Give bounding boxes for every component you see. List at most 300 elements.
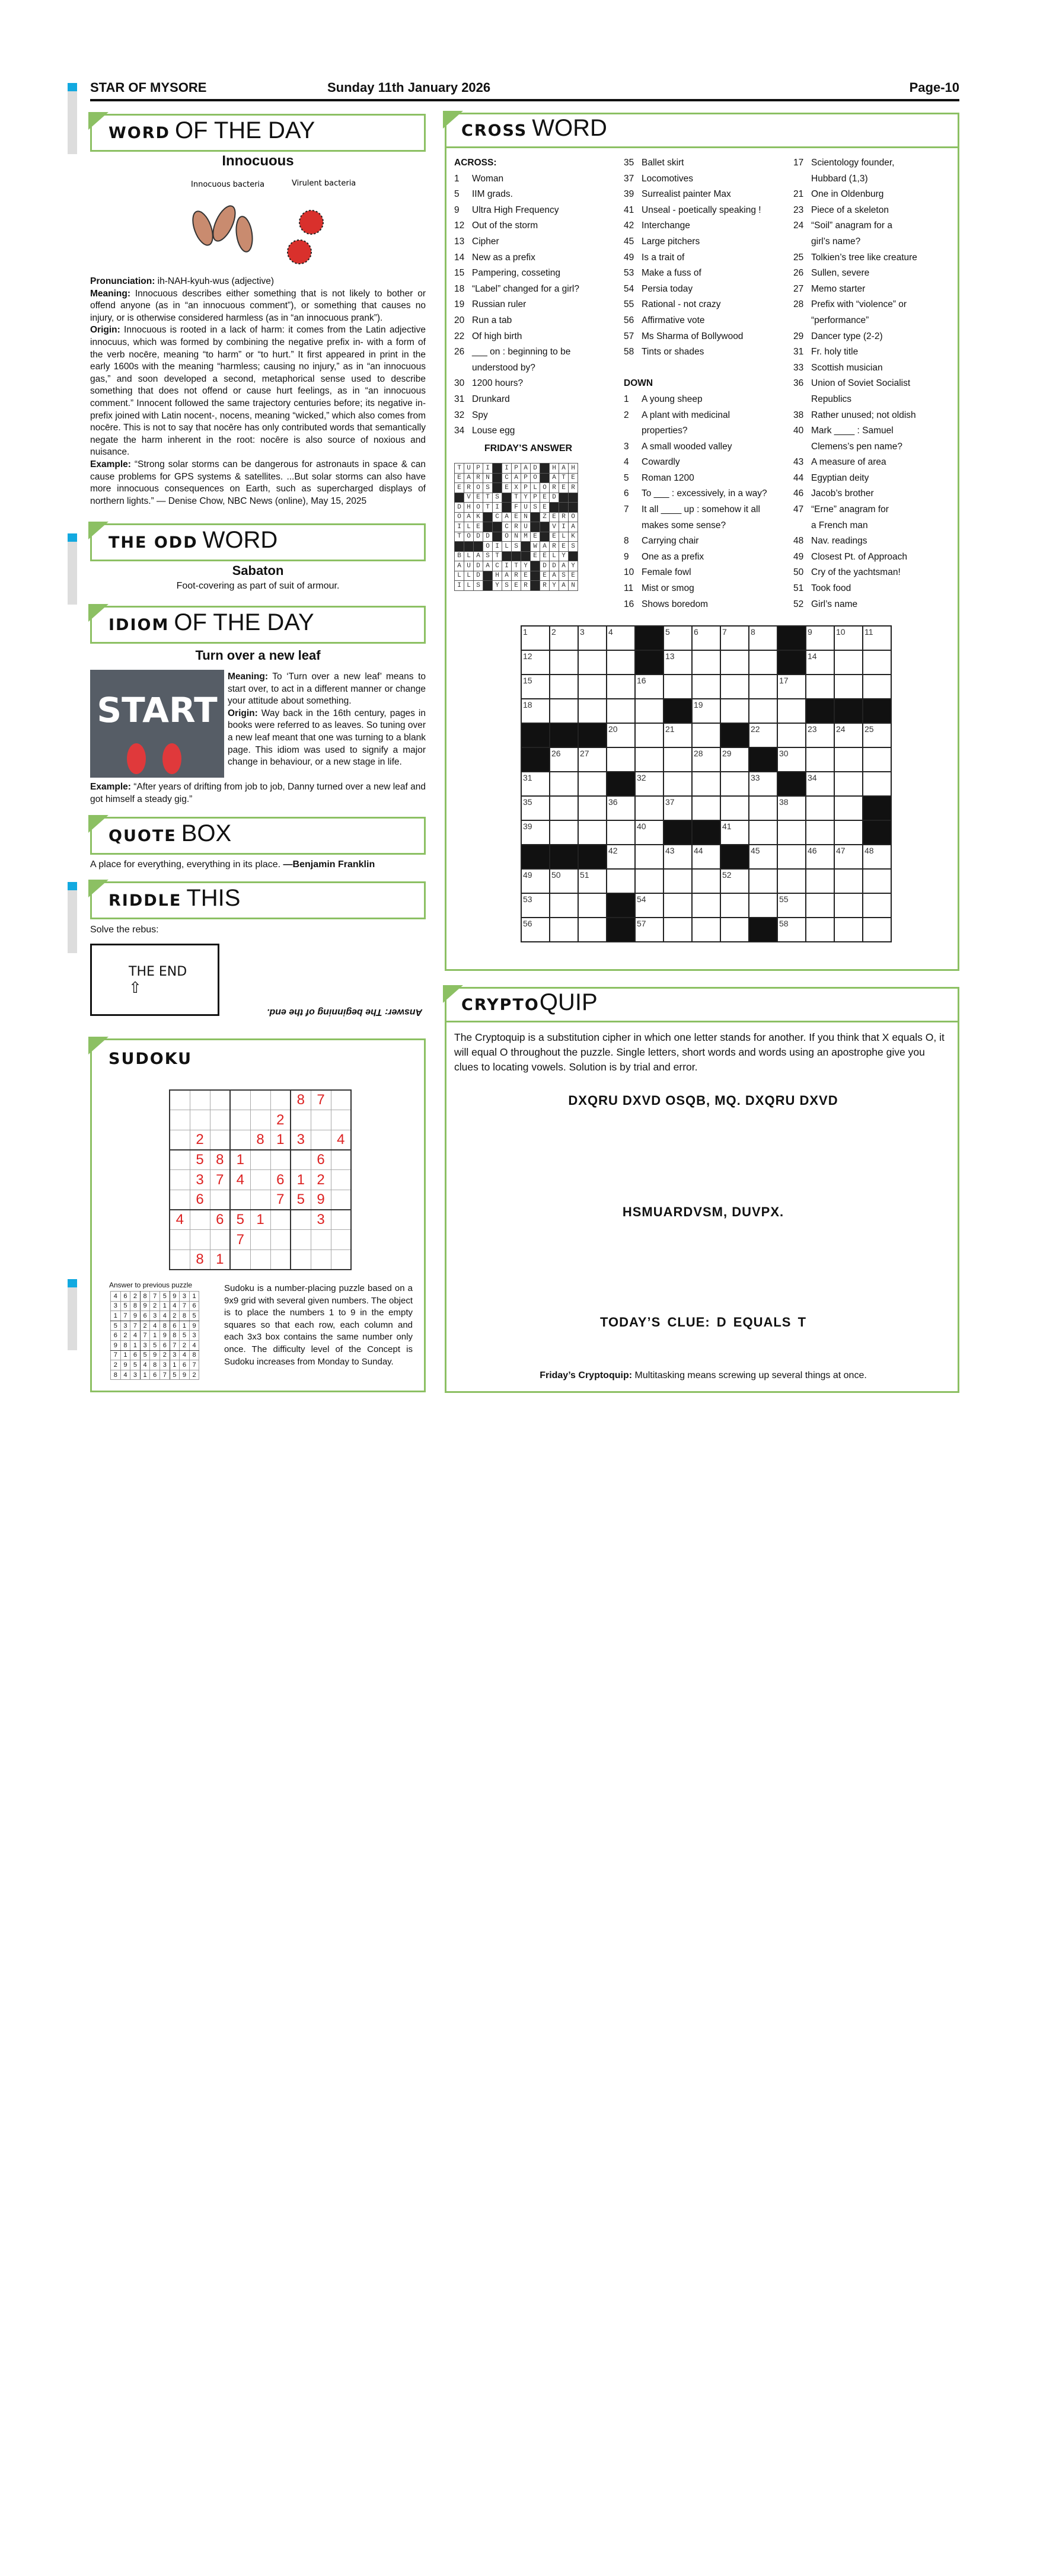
crossword-cell[interactable] <box>578 796 607 820</box>
crossword-cell[interactable] <box>834 650 863 675</box>
answer-cell: D <box>540 561 550 571</box>
crossword-cell[interactable]: 22 <box>749 723 777 747</box>
crossword-cell[interactable]: 15 <box>521 675 550 699</box>
sudoku-cell[interactable]: 6 <box>270 1170 291 1190</box>
crossword-cell[interactable] <box>777 845 806 869</box>
crossword-cell[interactable]: 10 <box>834 626 863 650</box>
crossword-cell[interactable] <box>806 918 834 942</box>
answer-cell: A <box>550 473 559 483</box>
crossword-cell[interactable] <box>863 772 891 796</box>
crossword-cell[interactable]: 9 <box>806 626 834 650</box>
crossword-cell[interactable]: 5 <box>663 626 692 650</box>
crossword-cell[interactable] <box>806 675 834 699</box>
crossword-cell[interactable] <box>777 820 806 845</box>
crossword-cell[interactable]: 43 <box>663 845 692 869</box>
sudoku-cell[interactable] <box>190 1090 210 1110</box>
answer-cell <box>483 581 493 591</box>
sudoku-cell[interactable]: 3 <box>190 1170 210 1190</box>
crossword-cell[interactable]: 39 <box>521 820 550 845</box>
crossword-cell[interactable]: 40 <box>635 820 663 845</box>
sudoku-cell[interactable]: 6 <box>190 1190 210 1210</box>
clue-item: Republics <box>811 394 852 404</box>
crossword-cell[interactable] <box>692 772 720 796</box>
answer-cell <box>540 473 550 483</box>
sudoku-cell[interactable] <box>230 1110 250 1130</box>
sudoku-cell[interactable] <box>170 1090 190 1110</box>
crossword-cell[interactable]: 35 <box>521 796 550 820</box>
crossword-cell[interactable]: 56 <box>521 918 550 942</box>
sudoku-cell[interactable]: 1 <box>270 1130 291 1150</box>
clue-item: 37 Locomotives <box>624 173 694 184</box>
crossword-cell[interactable]: 3 <box>578 626 607 650</box>
sudoku-cell[interactable] <box>311 1230 331 1250</box>
sudoku-cell[interactable]: 9 <box>311 1190 331 1210</box>
crossword-cell[interactable]: 7 <box>720 626 749 650</box>
crossword-cell[interactable]: 2 <box>550 626 578 650</box>
sudoku-cell[interactable]: 4 <box>170 1210 190 1230</box>
crossword-cell[interactable]: 6 <box>692 626 720 650</box>
sudoku-cell[interactable]: 4 <box>331 1130 351 1150</box>
crossword-cell[interactable]: 14 <box>806 650 834 675</box>
clue-item: 18 “Label” changed for a girl? <box>454 283 579 294</box>
sudoku-cell: 8 <box>159 1321 170 1331</box>
sudoku-cell[interactable]: 5 <box>230 1210 250 1230</box>
clue-item: 32 Spy <box>454 410 488 420</box>
crossword-cell[interactable]: 20 <box>607 723 635 747</box>
answer-cell <box>559 493 569 503</box>
crossword-cell[interactable] <box>663 747 692 772</box>
crossword-cell[interactable] <box>834 772 863 796</box>
crossword-cell[interactable] <box>692 869 720 893</box>
sudoku-cell[interactable] <box>270 1250 291 1270</box>
answer-cell: I <box>559 522 569 532</box>
crossword-cell[interactable] <box>550 675 578 699</box>
crossword-cell[interactable]: 31 <box>521 772 550 796</box>
clue-item: 14 New as a prefix <box>454 252 535 263</box>
crossword-cell[interactable] <box>635 723 663 747</box>
sudoku-cell[interactable]: 6 <box>311 1150 331 1170</box>
sudoku-cell[interactable] <box>190 1230 210 1250</box>
crossword-cell[interactable]: 34 <box>806 772 834 796</box>
crossword-cell[interactable] <box>550 796 578 820</box>
crossword-cell[interactable] <box>578 893 607 918</box>
crossword-cell[interactable]: 53 <box>521 893 550 918</box>
crossword-cell[interactable]: 48 <box>863 845 891 869</box>
crossword-cell[interactable] <box>635 699 663 723</box>
sudoku-cell[interactable]: 6 <box>210 1210 230 1230</box>
clue-item: 11 Mist or smog <box>624 583 694 594</box>
crossword-cell[interactable]: 8 <box>749 626 777 650</box>
sudoku-cell[interactable] <box>331 1150 351 1170</box>
crossword-cell[interactable] <box>635 845 663 869</box>
sudoku-cell[interactable] <box>291 1110 311 1130</box>
sudoku-cell[interactable] <box>270 1150 291 1170</box>
crossword-cell[interactable] <box>692 675 720 699</box>
answer-cell: D <box>474 532 483 542</box>
crossword-cell[interactable] <box>777 699 806 723</box>
sudoku-cell[interactable] <box>230 1250 250 1270</box>
sudoku-cell: 4 <box>159 1311 170 1321</box>
crossword-cell[interactable]: 24 <box>834 723 863 747</box>
crossword-cell[interactable] <box>834 796 863 820</box>
black-square <box>777 772 806 796</box>
sudoku-cell[interactable] <box>331 1210 351 1230</box>
crossword-cell[interactable] <box>635 796 663 820</box>
crossword-cell[interactable] <box>720 675 749 699</box>
crossword-cell[interactable] <box>863 650 891 675</box>
crossword-cell[interactable] <box>692 650 720 675</box>
crossword-cell[interactable] <box>834 820 863 845</box>
crossword-cell[interactable] <box>607 650 635 675</box>
cryptoquip-header: CRYPTOQUIP <box>445 987 959 1022</box>
answer-cell: U <box>464 561 474 571</box>
crossword-cell[interactable] <box>550 918 578 942</box>
crossword-cell[interactable]: 17 <box>777 675 806 699</box>
sudoku-cell[interactable]: 7 <box>270 1190 291 1210</box>
sudoku-cell[interactable] <box>250 1110 270 1130</box>
crossword-cell[interactable] <box>578 918 607 942</box>
sudoku-cell[interactable] <box>250 1230 270 1250</box>
crossword-cell[interactable] <box>692 918 720 942</box>
crossword-cell[interactable]: 46 <box>806 845 834 869</box>
answer-cell: I <box>455 581 464 591</box>
sudoku-cell[interactable]: 1 <box>250 1210 270 1230</box>
crossword-cell[interactable] <box>550 699 578 723</box>
sudoku-grid[interactable] <box>169 1089 352 1270</box>
sudoku-cell: 7 <box>120 1311 130 1321</box>
previous-sudoku-answer <box>110 1291 199 1380</box>
crossword-cell[interactable]: 33 <box>749 772 777 796</box>
crossword-cell[interactable] <box>834 893 863 918</box>
crossword-cell[interactable] <box>550 650 578 675</box>
crossword-cell[interactable]: 26 <box>550 747 578 772</box>
crossword-cell[interactable]: 27 <box>578 747 607 772</box>
crossword-cell[interactable] <box>749 699 777 723</box>
sudoku-cell[interactable] <box>270 1090 291 1110</box>
clue-item: 8 Carrying chair <box>624 536 699 546</box>
crossword-cell[interactable] <box>578 820 607 845</box>
crossword-cell[interactable] <box>834 747 863 772</box>
answer-cell <box>531 571 540 581</box>
sudoku-cell[interactable]: 2 <box>190 1130 210 1150</box>
crossword-cell[interactable] <box>863 869 891 893</box>
page-header <box>90 79 959 101</box>
sudoku-cell[interactable]: 1 <box>230 1150 250 1170</box>
sudoku-cell[interactable] <box>170 1170 190 1190</box>
sudoku-cell[interactable] <box>311 1130 331 1150</box>
sudoku-cell[interactable] <box>311 1110 331 1130</box>
answer-cell: D <box>483 532 493 542</box>
crossword-cell[interactable]: 57 <box>635 918 663 942</box>
crossword-cell[interactable]: 29 <box>720 747 749 772</box>
crossword-cell[interactable] <box>863 747 891 772</box>
clue-item: 42 Interchange <box>624 220 690 231</box>
crossword-cell[interactable]: 44 <box>692 845 720 869</box>
crossword-cell[interactable]: 37 <box>663 796 692 820</box>
sudoku-cell[interactable]: 7 <box>230 1230 250 1250</box>
sudoku-cell[interactable]: 8 <box>210 1150 230 1170</box>
crossword-cell[interactable]: 58 <box>777 918 806 942</box>
clue-item: 29 Dancer type (2-2) <box>793 331 883 341</box>
black-square <box>692 820 720 845</box>
crossword-cell[interactable] <box>607 820 635 845</box>
crossword-cell[interactable] <box>550 772 578 796</box>
sudoku-cell[interactable] <box>331 1170 351 1190</box>
answer-cell: F <box>512 503 521 513</box>
crossword-cell[interactable] <box>749 675 777 699</box>
sudoku-cell[interactable]: 7 <box>311 1090 331 1110</box>
sudoku-cell[interactable]: 2 <box>311 1170 331 1190</box>
sudoku-cell[interactable]: 7 <box>210 1170 230 1190</box>
sudoku-cell[interactable] <box>291 1250 311 1270</box>
sudoku-cell[interactable]: 8 <box>291 1090 311 1110</box>
answer-cell: Y <box>569 561 578 571</box>
crossword-cell[interactable] <box>720 772 749 796</box>
answer-cell: L <box>464 581 474 591</box>
sudoku-cell[interactable] <box>230 1090 250 1110</box>
sudoku-cell[interactable] <box>170 1110 190 1130</box>
crossword-cell[interactable] <box>806 869 834 893</box>
crossword-cell[interactable]: 30 <box>777 747 806 772</box>
sudoku-cell: 3 <box>120 1321 130 1331</box>
black-square <box>550 845 578 869</box>
clue-item: 39 Surrealist painter Max <box>624 189 731 200</box>
crossword-cell[interactable] <box>749 893 777 918</box>
crossword-cell[interactable] <box>692 893 720 918</box>
answer-cell: N <box>521 512 531 522</box>
answer-cell: D <box>550 493 559 503</box>
answer-cell: H <box>569 464 578 474</box>
answer-cell <box>455 542 464 552</box>
crossword-cell[interactable] <box>806 796 834 820</box>
crossword-cell[interactable] <box>607 675 635 699</box>
sudoku-cell[interactable] <box>170 1130 190 1150</box>
crossword-cell[interactable] <box>663 893 692 918</box>
sudoku-cell[interactable] <box>230 1130 250 1150</box>
sudoku-cell[interactable] <box>250 1190 270 1210</box>
clue-item: 58 Tints or shades <box>624 347 704 357</box>
answer-cell: S <box>483 551 493 561</box>
cryptoquip-intro: The Cryptoquip is a substitution cipher in which one letter stands for another. If you think that X equals O, it will equal O throughout the puzzle. Single letters, short words and words using an apostrophe give you clues to locating vowels. Solution is by trial and error. <box>454 1031 945 1073</box>
arrow-up-icon: ⇧ <box>129 979 142 996</box>
sudoku-cell[interactable] <box>250 1090 270 1110</box>
crossword-cell[interactable]: 47 <box>834 845 863 869</box>
quote-header: QUOTE BOX <box>90 817 426 855</box>
answer-cell: S <box>531 503 540 513</box>
crossword-cell[interactable] <box>578 699 607 723</box>
crossword-cell[interactable] <box>720 918 749 942</box>
crossword-cell[interactable] <box>863 893 891 918</box>
crossword-cell[interactable] <box>663 675 692 699</box>
sudoku-cell: 2 <box>180 1340 190 1350</box>
crossword-cell[interactable] <box>720 650 749 675</box>
answer-cell: L <box>464 551 474 561</box>
crossword-cell[interactable]: 23 <box>806 723 834 747</box>
crossword-cell[interactable]: 52 <box>720 869 749 893</box>
crossword-cell[interactable] <box>777 869 806 893</box>
crossword-cell[interactable] <box>720 699 749 723</box>
black-square <box>550 723 578 747</box>
crossword-cell[interactable] <box>578 650 607 675</box>
answer-cell: O <box>483 542 493 552</box>
sudoku-cell: 6 <box>180 1360 190 1370</box>
crossword-cell[interactable] <box>720 893 749 918</box>
crossword-cell[interactable]: 36 <box>607 796 635 820</box>
crossword-cell[interactable] <box>607 869 635 893</box>
clue-item: 30 1200 hours? <box>454 378 524 389</box>
clue-item: 47 “Erne” anagram for <box>793 504 889 515</box>
crossword-cell[interactable]: 50 <box>550 869 578 893</box>
crossword-cell[interactable] <box>806 893 834 918</box>
answer-cell <box>531 581 540 591</box>
word-of-day-body: Pronunciation: ih-NAH-kyuh-wus (adjective) Meaning: Innocuous describes either something that is not likely to bother or offend anyone (as in “an innocuous comment”), or something that causes no injury, or is otherwise considered harmless (as in “an innocuous prank”). Origin: Innocuous is rooted in a lack of harm: it comes from the Latin adjective innocuus, which was formed by combining the negative prefix in- with a form of the verb nocēre, meaning “to harm” or “to hurt.” It first appeared in print in the early 1600s with the meaning “harmless; causing no injury,” as in “an innocuous gas,” and soon developed a second, metaphorical sense used to describe something that does not offend or cause hurt feelings, as in “an innocuous comment.” Innocent followed the same trajectory centuries before; its negative in- prefix joined with Latin nocent-, nocens, meaning “wicked,” which also comes from nocēre. This is not to say that nocēre has only contributed words that semantically negate the harm inherent in the root: nocēre is also source of noxious and nuisance. Example: “Strong solar storms can be dangerous for astronauts in space & can cause problems for GPS systems & satellites. ...But solar storms can also have more innocuous consequences on Earth, such as supercharged displays of northern lights.” — Denise Chow, NBC News (online), May 15, 2025 <box>90 276 426 506</box>
black-square <box>806 699 834 723</box>
answer-cell: D <box>531 464 540 474</box>
answer-cell: K <box>569 532 578 542</box>
crossword-cell[interactable]: 18 <box>521 699 550 723</box>
answer-cell <box>569 503 578 513</box>
sudoku-cell[interactable] <box>331 1250 351 1270</box>
sudoku-cell[interactable] <box>210 1090 230 1110</box>
crossword-cell[interactable] <box>749 869 777 893</box>
sudoku-cell[interactable]: 8 <box>190 1250 210 1270</box>
crossword-cell[interactable] <box>777 723 806 747</box>
crossword-grid[interactable] <box>521 625 892 942</box>
sudoku-cell[interactable]: 5 <box>291 1190 311 1210</box>
answer-cell <box>521 551 531 561</box>
sudoku-cell[interactable]: 5 <box>190 1150 210 1170</box>
sudoku-cell[interactable]: 4 <box>230 1170 250 1190</box>
crossword-cell[interactable]: 13 <box>663 650 692 675</box>
sudoku-cell[interactable]: 2 <box>270 1110 291 1130</box>
sudoku-cell[interactable] <box>250 1170 270 1190</box>
sudoku-cell[interactable] <box>210 1230 230 1250</box>
clue-item: 22 Of high birth <box>454 331 522 341</box>
sudoku-cell[interactable] <box>190 1110 210 1130</box>
crossword-cell[interactable] <box>834 918 863 942</box>
crossword-cell[interactable] <box>692 723 720 747</box>
sudoku-cell[interactable] <box>230 1190 250 1210</box>
crossword-cell[interactable] <box>806 747 834 772</box>
clue-item: 34 Louse egg <box>454 426 515 436</box>
sudoku-cell[interactable] <box>170 1150 190 1170</box>
crossword-cell[interactable] <box>635 869 663 893</box>
sudoku-cell[interactable]: 3 <box>291 1130 311 1150</box>
sudoku-cell[interactable] <box>270 1210 291 1230</box>
answer-cell: A <box>521 464 531 474</box>
crossword-cell[interactable]: 49 <box>521 869 550 893</box>
crossword-cell[interactable]: 42 <box>607 845 635 869</box>
sudoku-cell[interactable]: 1 <box>291 1170 311 1190</box>
crossword-cell[interactable] <box>550 820 578 845</box>
quote-text: A place for everything, everything in its place. —Benjamin Franklin <box>90 859 375 870</box>
clue-item: 12 Out of the storm <box>454 220 538 231</box>
crossword-cell[interactable]: 55 <box>777 893 806 918</box>
crossword-cell[interactable]: 41 <box>720 820 749 845</box>
sudoku-cell[interactable]: 8 <box>250 1130 270 1150</box>
clue-item: Hubbard (1,3) <box>811 173 868 184</box>
sudoku-cell[interactable] <box>311 1250 331 1270</box>
crossword-cell[interactable]: 19 <box>692 699 720 723</box>
sudoku-cell[interactable]: 1 <box>210 1250 230 1270</box>
crossword-cell[interactable]: 25 <box>863 723 891 747</box>
crossword-cell[interactable] <box>663 772 692 796</box>
crossword-cell[interactable] <box>663 918 692 942</box>
sudoku-cell[interactable] <box>250 1150 270 1170</box>
crossword-cell[interactable]: 32 <box>635 772 663 796</box>
sudoku-cell: 4 <box>140 1360 150 1370</box>
sudoku-cell[interactable] <box>291 1150 311 1170</box>
sudoku-cell: 4 <box>111 1292 121 1302</box>
crossword-cell[interactable] <box>607 699 635 723</box>
crossword-cell[interactable] <box>834 675 863 699</box>
crossword-cell[interactable]: 16 <box>635 675 663 699</box>
crossword-cell[interactable]: 21 <box>663 723 692 747</box>
sudoku-cell[interactable] <box>190 1210 210 1230</box>
black-square <box>663 699 692 723</box>
crossword-cell[interactable] <box>578 772 607 796</box>
sudoku-cell[interactable] <box>210 1190 230 1210</box>
sudoku-cell: 6 <box>189 1301 199 1311</box>
clue-item: 26 ___ on : beginning to be <box>454 347 571 357</box>
answer-cell: T <box>483 503 493 513</box>
sudoku-cell[interactable] <box>210 1130 230 1150</box>
crossword-cell[interactable] <box>635 747 663 772</box>
crossword-cell[interactable]: 45 <box>749 845 777 869</box>
sudoku-cell[interactable]: 3 <box>311 1210 331 1230</box>
crossword-cell[interactable] <box>720 796 749 820</box>
answer-cell <box>569 493 578 503</box>
crossword-cell[interactable] <box>550 893 578 918</box>
sudoku-cell[interactable] <box>331 1090 351 1110</box>
sudoku-cell[interactable] <box>210 1110 230 1130</box>
crossword-cell[interactable]: 12 <box>521 650 550 675</box>
crossword-cell[interactable] <box>578 675 607 699</box>
crossword-cell[interactable] <box>607 747 635 772</box>
sudoku-cell[interactable] <box>331 1190 351 1210</box>
crossword-cell[interactable] <box>806 820 834 845</box>
crossword-cell[interactable]: 11 <box>863 626 891 650</box>
crossword-cell[interactable]: 51 <box>578 869 607 893</box>
sudoku-cell: 7 <box>170 1340 180 1350</box>
sudoku-cell[interactable] <box>331 1110 351 1130</box>
crossword-cell[interactable] <box>692 796 720 820</box>
sudoku-description: Sudoku is a number-placing puzzle based on a 9x9 grid with several given numbers. The object is to place the numbers 1 to 9 in the empty squares so that each row, each column and each 3x3 box contains the same number only once. The difficulty level of the Concept is Sudoku increases from Monday to Sunday. <box>224 1283 413 1367</box>
sudoku-cell[interactable] <box>170 1250 190 1270</box>
sudoku-cell[interactable] <box>170 1230 190 1250</box>
crossword-cell[interactable]: 1 <box>521 626 550 650</box>
crossword-cell[interactable] <box>863 675 891 699</box>
sudoku-cell[interactable] <box>291 1230 311 1250</box>
crossword-cell[interactable] <box>749 796 777 820</box>
sudoku-cell[interactable] <box>291 1210 311 1230</box>
crossword-cell[interactable]: 54 <box>635 893 663 918</box>
crossword-cell[interactable] <box>749 820 777 845</box>
sudoku-cell[interactable] <box>170 1190 190 1210</box>
crossword-cell[interactable]: 28 <box>692 747 720 772</box>
crossword-cell[interactable] <box>863 918 891 942</box>
answer-cell: R <box>540 581 550 591</box>
crossword-cell[interactable]: 38 <box>777 796 806 820</box>
crossword-cell[interactable] <box>749 650 777 675</box>
crossword-cell[interactable] <box>834 869 863 893</box>
crossword-cell[interactable] <box>663 869 692 893</box>
sudoku-cell[interactable] <box>250 1250 270 1270</box>
sudoku-cell[interactable] <box>270 1230 291 1250</box>
crossword-cell[interactable]: 4 <box>607 626 635 650</box>
sudoku-cell[interactable] <box>331 1230 351 1250</box>
answer-cell <box>531 522 540 532</box>
